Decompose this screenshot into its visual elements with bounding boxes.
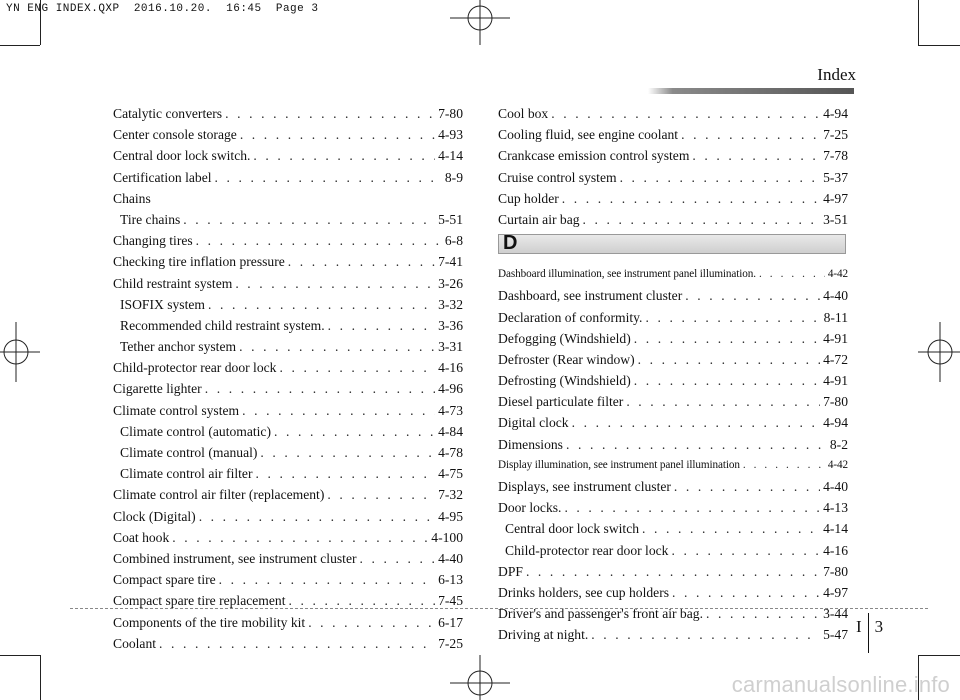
index-entry: Central door lock switch. . . . 4-14 <box>113 145 463 166</box>
crop-mark <box>918 45 960 46</box>
index-entry: Clock (Digital) . . . 4-95 <box>113 506 463 527</box>
index-entry: Displays, see instrument cluster . . . 4-40 <box>498 476 848 497</box>
index-subentry: Tire chains . . . 5-51 <box>113 209 463 230</box>
index-entry: Compact spare tire . . . 6-13 <box>113 569 463 590</box>
index-entry: Child-protector rear door lock . . . 4-16 <box>113 357 463 378</box>
index-entry: Dashboard, see instrument cluster . . . 4-40 <box>498 285 848 306</box>
registration-mark-icon <box>450 0 510 45</box>
index-entry: Cruise control system . . . 5-37 <box>498 167 848 188</box>
page-number <box>856 617 883 653</box>
page-index: 3 <box>874 617 884 636</box>
index-entry: Defrosting (Windshield) . . . 4-91 <box>498 370 848 391</box>
crop-mark <box>918 0 919 45</box>
index-entry: Center console storage . . . 4-93 <box>113 124 463 145</box>
index-entry: Door locks. . . . 4-13 <box>498 497 848 518</box>
index-subentry: Central door lock switch . . . 4-14 <box>498 518 848 539</box>
index-entry: Driver's and passenger's front air bag. . . . 3-44 <box>498 603 848 624</box>
index-subentry: Tether anchor system . . . 3-31 <box>113 336 463 357</box>
index-entry: Cooling fluid, see engine coolant . . . 7-25 <box>498 124 848 145</box>
index-entry: Certification label . . . 8-9 <box>113 167 463 188</box>
index-subentry: Child-protector rear door lock . . . 4-16 <box>498 540 848 561</box>
index-entry: Cup holder . . . 4-97 <box>498 188 848 209</box>
index-entry: Diesel particulate filter . . . 7-80 <box>498 391 848 412</box>
index-entry: Dimensions . . . 8-2 <box>498 434 848 455</box>
header-rule <box>648 88 854 94</box>
index-column-left <box>113 103 463 654</box>
registration-mark-icon <box>450 655 510 700</box>
index-entry: Checking tire inflation pressure . . . 7-41 <box>113 251 463 272</box>
index-entry: Cool box . . . 4-94 <box>498 103 848 124</box>
page-number-divider <box>868 613 869 653</box>
registration-mark-icon <box>0 322 40 382</box>
index-subentry: Climate control air filter . . . 4-75 <box>113 463 463 484</box>
section-header-d <box>498 234 846 254</box>
index-entry: Display illumination, see instrument panel illumination . . . 4-42 <box>498 455 848 476</box>
print-slug: YN ENG INDEX.QXP 2016.10.20. 16:45 Page 3 <box>6 3 319 15</box>
index-entry: Declaration of conformity. . . . 8-11 <box>498 307 848 328</box>
index-entry: Combined instrument, see instrument cluster . . . 4-40 <box>113 548 463 569</box>
index-entry: Compact spare tire replacement . . . 7-45 <box>113 590 463 611</box>
watermark: carmanualsonline.info <box>731 672 950 697</box>
section-letter: D <box>503 232 518 255</box>
crop-mark <box>40 655 41 700</box>
page-section: I <box>856 617 862 636</box>
crop-mark <box>0 45 40 46</box>
index-subentry: Climate control (automatic) . . . 4-84 <box>113 421 463 442</box>
index-entry: Defroster (Rear window) . . . 4-72 <box>498 349 848 370</box>
index-entry: Curtain air bag . . . 3-51 <box>498 209 848 230</box>
index-entry: Catalytic converters . . . 7-80 <box>113 103 463 124</box>
index-entry: Coolant . . . 7-25 <box>113 633 463 654</box>
crop-mark <box>918 655 960 656</box>
index-entry: Climate control system . . . 4-73 <box>113 400 463 421</box>
index-entry: Driving at night. . . . 5-47 <box>498 624 848 645</box>
index-entry: Drinks holders, see cup holders . . . 4-97 <box>498 582 848 603</box>
index-entry: Dashboard illumination, see instrument panel illumination. . . . 4-42 <box>498 264 848 285</box>
footer-rule <box>70 608 928 609</box>
index-entry: Cigarette lighter . . . 4-96 <box>113 378 463 399</box>
index-entry: Crankcase emission control system . . . 7-78 <box>498 145 848 166</box>
index-entry: Changing tires . . . 6-8 <box>113 230 463 251</box>
index-column-right <box>498 103 848 646</box>
index-subentry: Recommended child restraint system. . . . 3-36 <box>113 315 463 336</box>
index-entry: Digital clock . . . 4-94 <box>498 412 848 433</box>
index-entry: Coat hook . . . 4-100 <box>113 527 463 548</box>
index-entry: Child restraint system . . . 3-26 <box>113 273 463 294</box>
registration-mark-icon <box>918 322 960 382</box>
index-heading: Chains <box>113 190 151 206</box>
index-subentry: ISOFIX system . . . 3-32 <box>113 294 463 315</box>
index-entry: DPF . . . 7-80 <box>498 561 848 582</box>
index-entry: Defogging (Windshield) . . . 4-91 <box>498 328 848 349</box>
index-subentry: Climate control (manual) . . . 4-78 <box>113 442 463 463</box>
index-entry: Components of the tire mobility kit . . . 6-17 <box>113 612 463 633</box>
crop-mark <box>0 655 40 656</box>
page-header-title: Index <box>817 65 856 84</box>
index-entry: Climate control air filter (replacement) . . . 7-32 <box>113 484 463 505</box>
